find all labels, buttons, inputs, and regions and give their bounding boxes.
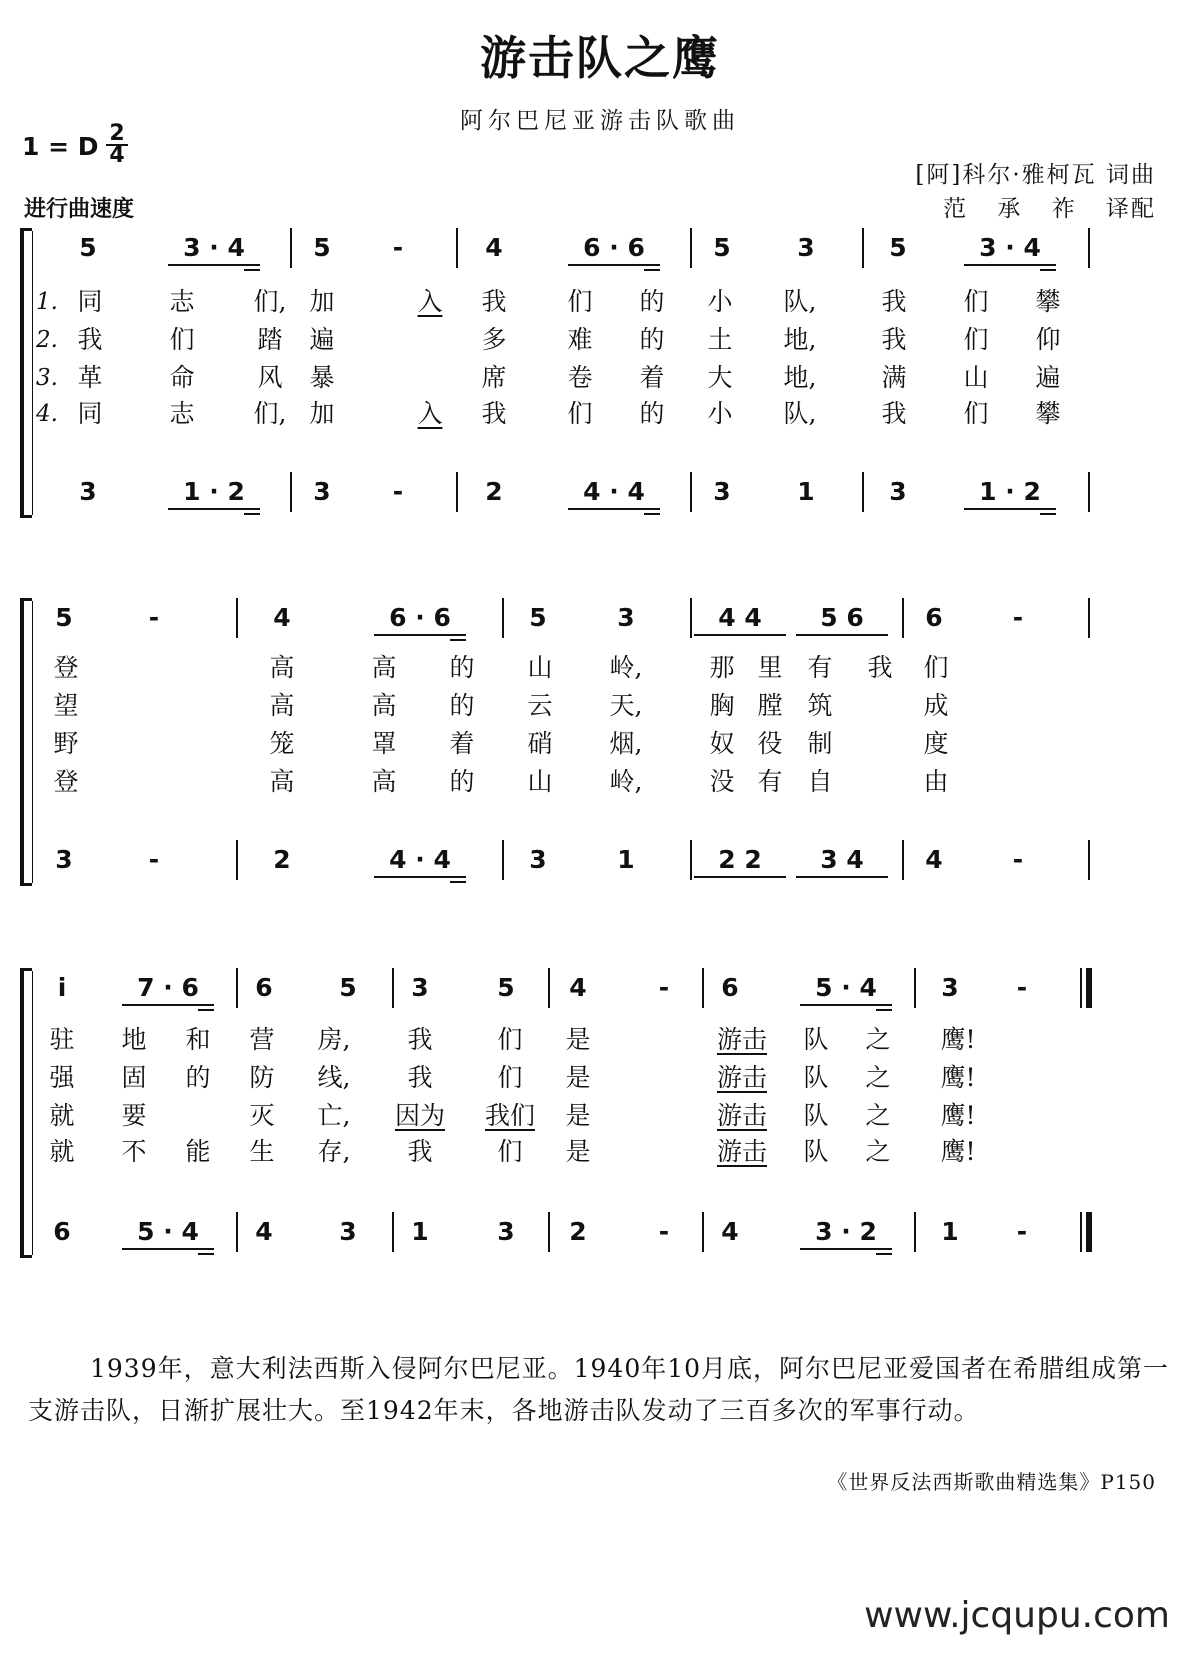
lyric-syllable: 灭 xyxy=(249,1101,275,1130)
bar-line xyxy=(1088,228,1090,268)
lyric-syllable: 革 xyxy=(77,363,103,392)
bar-line xyxy=(290,472,292,512)
lyric-syllable: 天, xyxy=(609,691,643,720)
lyric-syllable: 山 xyxy=(527,653,553,682)
lyric-syllable: 们 xyxy=(497,1137,523,1166)
lyric-syllable: 之 xyxy=(865,1025,891,1054)
lyric-syllable: 不 xyxy=(121,1137,147,1166)
lyric-syllable: 那 xyxy=(709,653,735,682)
final-bar-thin xyxy=(1080,968,1082,1008)
note: 5 xyxy=(713,233,731,262)
song-title: 游击队之鹰 xyxy=(480,31,720,85)
lyric-syllable: 小 xyxy=(707,399,733,428)
note: 5 xyxy=(79,233,97,262)
bar-line xyxy=(902,840,904,880)
tempo-marking: 进行曲速度 xyxy=(24,197,135,222)
lyric-syllable: 我 xyxy=(407,1063,433,1092)
note: 3 xyxy=(79,477,97,506)
lyric-syllable: 登 xyxy=(53,653,79,682)
note: 1 xyxy=(797,477,815,506)
lyric-verse xyxy=(0,726,1200,762)
melody-line xyxy=(0,598,1200,638)
lyric-syllable: 我 xyxy=(881,399,907,428)
note: - xyxy=(148,845,160,874)
lyric-syllable: 的 xyxy=(639,287,665,316)
lyric-syllable: 们, xyxy=(253,287,287,316)
lyric-syllable: 我 xyxy=(481,399,507,428)
lyric-verse xyxy=(0,396,1200,432)
bar-line xyxy=(702,1212,704,1252)
note: - xyxy=(392,477,404,506)
bar-line xyxy=(456,472,458,512)
lyric-syllable: 遍 xyxy=(1035,363,1061,392)
lyric-syllable: 的 xyxy=(449,767,475,796)
lyric-syllable: 多 xyxy=(481,325,507,354)
time-signature xyxy=(104,121,130,168)
bar-line xyxy=(392,1212,394,1252)
lyric-syllable: 我 xyxy=(867,653,893,682)
lyric-syllable: 们 xyxy=(963,287,989,316)
note: 2 xyxy=(569,1217,587,1246)
lyric-syllable: 同 xyxy=(77,287,103,316)
lyric-syllable: 的 xyxy=(449,691,475,720)
note: 4 · 4 xyxy=(368,840,472,880)
note: - xyxy=(1016,1217,1028,1246)
lyric-syllable: 亡, xyxy=(317,1101,351,1130)
lyric-syllable: 防 xyxy=(249,1063,275,1092)
lyric-syllable: 强 xyxy=(49,1063,75,1092)
lyric-syllable: 鹰! xyxy=(940,1101,976,1130)
bar-line xyxy=(1088,840,1090,880)
lyric-syllable: 胸 xyxy=(709,691,735,720)
site-watermark: www.jcqupu.com xyxy=(864,1595,1170,1636)
note: 5 xyxy=(55,603,73,632)
lyric-syllable: 高 xyxy=(371,653,397,682)
note: i xyxy=(57,973,67,1002)
note: 3 xyxy=(339,1217,357,1246)
note: 4 xyxy=(721,1217,739,1246)
bar-line xyxy=(702,968,704,1008)
verse-number: 3. xyxy=(36,365,58,391)
lyric-syllable: 们 xyxy=(169,325,195,354)
lyric-syllable: 鹰! xyxy=(940,1063,976,1092)
note: - xyxy=(1016,973,1028,1002)
lyric-syllable: 线, xyxy=(317,1063,351,1092)
lyric-syllable: 山 xyxy=(963,363,989,392)
lyric-syllable: 存, xyxy=(317,1137,351,1166)
lyric-syllable: 的 xyxy=(639,399,665,428)
time-signature-top: 2 xyxy=(109,121,125,146)
lyric-syllable: 自 xyxy=(807,767,833,796)
bar-line xyxy=(862,472,864,512)
lyric-syllable: 高 xyxy=(371,767,397,796)
bar-line xyxy=(548,1212,550,1252)
lyric-syllable: 望 xyxy=(53,691,79,720)
lyric-syllable: 和 xyxy=(185,1025,211,1054)
lyric-syllable: 高 xyxy=(371,691,397,720)
lyric-syllable: 固 xyxy=(121,1063,147,1092)
lyric-syllable: 我 xyxy=(881,287,907,316)
lyric-syllable: 同 xyxy=(77,399,103,428)
lyric-syllable: 攀 xyxy=(1035,399,1061,428)
lyric-syllable: 山 xyxy=(527,767,553,796)
lyric-syllable: 有 xyxy=(757,767,783,796)
lyric-syllable: 有 xyxy=(807,653,833,682)
bar-line xyxy=(236,840,238,880)
lyric-syllable: 仰 xyxy=(1035,325,1061,354)
verse-number: 4. xyxy=(36,401,58,427)
lyric-syllable: 野 xyxy=(53,729,79,758)
lyric-syllable: 攀 xyxy=(1035,287,1061,316)
lyric-syllable: 房, xyxy=(317,1025,351,1054)
verse-number: 1. xyxy=(36,289,58,315)
bar-line xyxy=(290,228,292,268)
lyric-syllable: 我 xyxy=(481,287,507,316)
note: 4 xyxy=(569,973,587,1002)
harmony-line xyxy=(0,472,1200,512)
note: 2 2 xyxy=(688,840,792,880)
note: - xyxy=(658,973,670,1002)
lyric-syllable: 大 xyxy=(707,363,733,392)
note: 4 · 4 xyxy=(562,472,666,512)
lyric-syllable: 入 xyxy=(417,287,443,316)
lyric-syllable: 笼 xyxy=(269,729,295,758)
lyric-syllable: 营 xyxy=(249,1025,275,1054)
lyric-syllable: 地, xyxy=(783,363,817,392)
lyric-verse xyxy=(0,284,1200,320)
note: - xyxy=(1012,845,1024,874)
lyric-syllable: 是 xyxy=(565,1063,591,1092)
harmony-line xyxy=(0,1212,1200,1252)
note: 3 xyxy=(889,477,907,506)
note: 2 xyxy=(485,477,503,506)
note: - xyxy=(148,603,160,632)
lyric-syllable: 风 xyxy=(257,363,283,392)
lyric-syllable: 地 xyxy=(121,1025,147,1054)
lyric-syllable: 就 xyxy=(49,1101,75,1130)
lyric-syllable: 的 xyxy=(449,653,475,682)
note: 4 xyxy=(255,1217,273,1246)
lyric-syllable: 我 xyxy=(881,325,907,354)
final-bar-thick xyxy=(1086,1212,1092,1252)
lyric-syllable: 膛 xyxy=(757,691,783,720)
lyric-syllable: 能 xyxy=(185,1137,211,1166)
lyric-verse xyxy=(0,322,1200,358)
lyric-syllable: 生 xyxy=(249,1137,275,1166)
note: 4 xyxy=(273,603,291,632)
lyric-syllable: 队, xyxy=(783,287,817,316)
lyric-syllable: 高 xyxy=(269,767,295,796)
lyric-syllable: 队 xyxy=(803,1101,829,1130)
lyric-syllable: 之 xyxy=(865,1063,891,1092)
verse-number: 2. xyxy=(36,327,58,353)
lyric-syllable: 之 xyxy=(865,1137,891,1166)
melody-line xyxy=(0,228,1200,268)
note: 3 · 2 xyxy=(794,1212,898,1252)
lyric-syllable: 没 xyxy=(709,767,735,796)
bar-line xyxy=(502,840,504,880)
note: 5 xyxy=(529,603,547,632)
note: 1 xyxy=(411,1217,429,1246)
bar-line xyxy=(502,598,504,638)
bar-line xyxy=(690,228,692,268)
bar-line xyxy=(862,228,864,268)
lyric-syllable: 们 xyxy=(497,1025,523,1054)
note: 4 xyxy=(485,233,503,262)
lyric-syllable: 游击 xyxy=(716,1137,767,1166)
bar-line xyxy=(456,228,458,268)
history-note: 1939年，意大利法西斯入侵阿尔巴尼亚。1940年10月底，阿尔巴尼亚爱国者在希腊组成第一支游击队，日渐扩展壮大。至1942年末，各地游击队发动了三百多次的军事行动。 xyxy=(28,1354,1170,1425)
lyric-verse xyxy=(0,1098,1200,1134)
note: 5 6 xyxy=(790,598,894,638)
note: 3 xyxy=(497,1217,515,1246)
bar-line xyxy=(236,1212,238,1252)
lyric-syllable: 游击 xyxy=(716,1025,767,1054)
lyric-syllable: 硝 xyxy=(527,729,553,758)
harmony-line xyxy=(0,840,1200,880)
lyric-verse xyxy=(0,764,1200,800)
lyricist-composer-credit: [阿]科尔·雅柯瓦 词曲 xyxy=(915,162,1156,188)
note: 1 xyxy=(941,1217,959,1246)
lyric-syllable: 满 xyxy=(881,363,907,392)
note: 3 4 xyxy=(790,840,894,880)
translator-credit: 范 承 祚 译配 xyxy=(943,196,1156,222)
lyric-syllable: 着 xyxy=(639,363,665,392)
note: 6 xyxy=(925,603,943,632)
final-bar-thick xyxy=(1086,968,1092,1008)
lyric-verse xyxy=(0,1022,1200,1058)
note: 3 xyxy=(941,973,959,1002)
lyric-syllable: 地, xyxy=(783,325,817,354)
lyric-syllable: 高 xyxy=(269,691,295,720)
note: 3 · 4 xyxy=(958,228,1062,268)
lyric-syllable: 筑 xyxy=(807,691,833,720)
lyric-syllable: 度 xyxy=(923,729,949,758)
lyric-syllable: 鹰! xyxy=(940,1025,976,1054)
note: 1 · 2 xyxy=(162,472,266,512)
melody-line xyxy=(0,968,1200,1008)
source-citation: 《世界反法西斯歌曲精选集》P150 xyxy=(827,1470,1156,1494)
lyric-syllable: 小 xyxy=(707,287,733,316)
lyric-syllable: 入 xyxy=(417,399,443,428)
lyric-syllable: 着 xyxy=(449,729,475,758)
lyric-verse xyxy=(0,1060,1200,1096)
lyric-syllable: 们 xyxy=(963,399,989,428)
lyric-syllable: 我 xyxy=(407,1025,433,1054)
lyric-syllable: 志 xyxy=(169,399,195,428)
note: 6 · 6 xyxy=(562,228,666,268)
lyric-syllable: 卷 xyxy=(567,363,593,392)
lyric-syllable: 奴 xyxy=(709,729,735,758)
bar-line xyxy=(902,598,904,638)
lyric-syllable: 命 xyxy=(169,363,195,392)
lyric-syllable: 鹰! xyxy=(940,1137,976,1166)
lyric-syllable: 游击 xyxy=(716,1063,767,1092)
lyric-syllable: 们 xyxy=(963,325,989,354)
lyric-syllable: 们 xyxy=(923,653,949,682)
note: 6 xyxy=(721,973,739,1002)
lyric-syllable: 由 xyxy=(923,767,949,796)
note: 7 · 6 xyxy=(116,968,220,1008)
bar-line xyxy=(548,968,550,1008)
note: 4 xyxy=(925,845,943,874)
lyric-syllable: 队 xyxy=(803,1025,829,1054)
lyric-syllable: 因为 xyxy=(394,1101,445,1130)
lyric-syllable: 们, xyxy=(253,399,287,428)
lyric-syllable: 成 xyxy=(923,691,949,720)
lyric-syllable: 登 xyxy=(53,767,79,796)
lyric-syllable: 岭, xyxy=(609,767,643,796)
lyric-syllable: 里 xyxy=(757,653,783,682)
lyric-verse xyxy=(0,650,1200,686)
bar-line xyxy=(1088,598,1090,638)
lyric-syllable: 高 xyxy=(269,653,295,682)
lyric-syllable: 罩 xyxy=(371,729,397,758)
lyric-syllable: 制 xyxy=(807,729,833,758)
song-subtitle: 阿尔巴尼亚游击队歌曲 xyxy=(460,108,740,134)
lyric-syllable: 是 xyxy=(565,1025,591,1054)
lyric-syllable: 烟, xyxy=(609,729,643,758)
bar-line xyxy=(914,1212,916,1252)
bar-line xyxy=(690,472,692,512)
lyric-verse xyxy=(0,360,1200,396)
note: 5 · 4 xyxy=(116,1212,220,1252)
note: 6 xyxy=(53,1217,71,1246)
bar-line xyxy=(236,968,238,1008)
key-signature: 1 = D xyxy=(22,132,99,161)
bar-line xyxy=(392,968,394,1008)
lyric-verse xyxy=(0,688,1200,724)
note: 4 4 xyxy=(688,598,792,638)
bar-line xyxy=(236,598,238,638)
lyric-syllable: 踏 xyxy=(257,325,283,354)
lyric-syllable: 的 xyxy=(185,1063,211,1092)
lyric-syllable: 我们 xyxy=(484,1101,535,1130)
note: 6 · 6 xyxy=(368,598,472,638)
note: - xyxy=(1012,603,1024,632)
lyric-syllable: 土 xyxy=(707,325,733,354)
note: 3 xyxy=(55,845,73,874)
note: 3 xyxy=(313,477,331,506)
lyric-syllable: 队 xyxy=(803,1137,829,1166)
lyric-syllable: 云 xyxy=(527,691,553,720)
lyric-syllable: 役 xyxy=(757,729,783,758)
note: 2 xyxy=(273,845,291,874)
lyric-syllable: 我 xyxy=(77,325,103,354)
note: 3 xyxy=(797,233,815,262)
note: 1 · 2 xyxy=(958,472,1062,512)
note: 3 · 4 xyxy=(162,228,266,268)
note: 5 xyxy=(497,973,515,1002)
note: 5 · 4 xyxy=(794,968,898,1008)
note: 3 xyxy=(411,973,429,1002)
lyric-syllable: 驻 xyxy=(49,1025,75,1054)
note: 5 xyxy=(889,233,907,262)
lyric-syllable: 是 xyxy=(565,1137,591,1166)
lyric-syllable: 志 xyxy=(169,287,195,316)
note: 5 xyxy=(313,233,331,262)
final-bar-thin xyxy=(1080,1212,1082,1252)
bar-line xyxy=(914,968,916,1008)
lyric-syllable: 我 xyxy=(407,1137,433,1166)
lyric-syllable: 加 xyxy=(309,399,335,428)
time-signature-bottom: 4 xyxy=(109,143,125,168)
lyric-syllable: 就 xyxy=(49,1137,75,1166)
lyric-syllable: 的 xyxy=(639,325,665,354)
note: 5 xyxy=(339,973,357,1002)
lyric-syllable: 们 xyxy=(497,1063,523,1092)
note: 1 xyxy=(617,845,635,874)
lyric-syllable: 是 xyxy=(565,1101,591,1130)
lyric-syllable: 要 xyxy=(121,1101,147,1130)
note: 6 xyxy=(255,973,273,1002)
lyric-syllable: 难 xyxy=(567,325,593,354)
lyric-syllable: 岭, xyxy=(609,653,643,682)
lyric-syllable: 遍 xyxy=(309,325,335,354)
lyric-syllable: 席 xyxy=(481,363,507,392)
lyric-syllable: 加 xyxy=(309,287,335,316)
lyric-syllable: 游击 xyxy=(716,1101,767,1130)
lyric-syllable: 队, xyxy=(783,399,817,428)
lyric-syllable: 们 xyxy=(567,287,593,316)
lyric-syllable: 暴 xyxy=(309,363,335,392)
note: - xyxy=(392,233,404,262)
lyric-syllable: 们 xyxy=(567,399,593,428)
note: 3 xyxy=(617,603,635,632)
note: 3 xyxy=(713,477,731,506)
note: - xyxy=(658,1217,670,1246)
lyric-syllable: 之 xyxy=(865,1101,891,1130)
note: 3 xyxy=(529,845,547,874)
lyric-verse xyxy=(0,1134,1200,1170)
bar-line xyxy=(1088,472,1090,512)
lyric-syllable: 队 xyxy=(803,1063,829,1092)
